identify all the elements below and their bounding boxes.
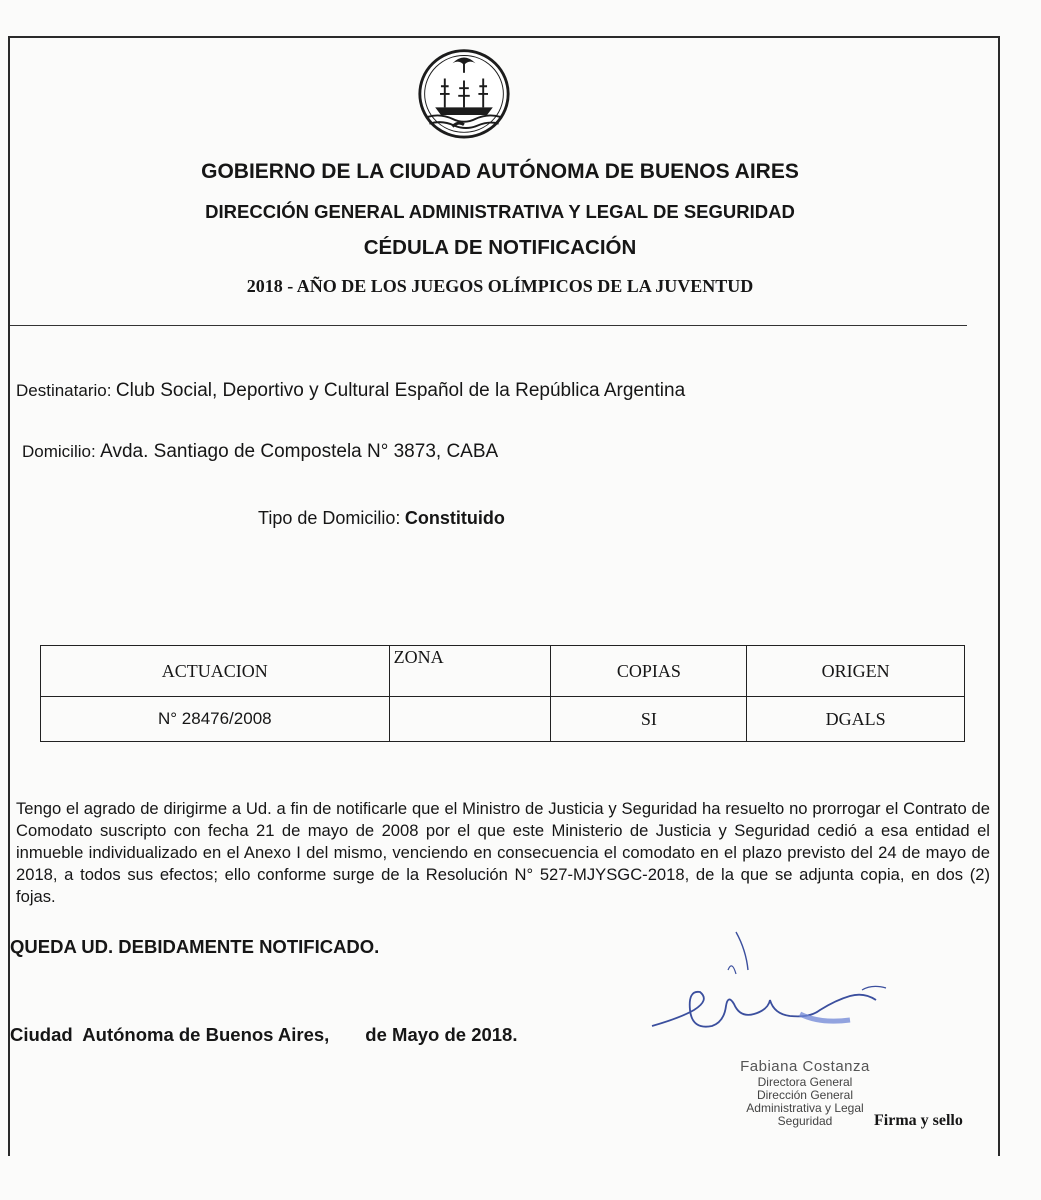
header-divider bbox=[10, 325, 967, 326]
notified-statement: QUEDA UD. DEBIDAMENTE NOTIFICADO. bbox=[10, 936, 380, 957]
directorate-title: DIRECCIÓN GENERAL ADMINISTRATIVA Y LEGAL DE SEGURIDAD bbox=[205, 201, 795, 222]
address-label: Domicilio: bbox=[22, 442, 96, 461]
cell-origen: DGALS bbox=[747, 697, 965, 742]
recipient-field bbox=[16, 380, 685, 402]
address-field bbox=[22, 441, 498, 463]
stamp-line-1: Directora General bbox=[757, 1075, 853, 1089]
address-type-value: Constituido bbox=[404, 508, 505, 528]
recipient-value: Club Social, Deportivo y Cultural Español de la República Argentina bbox=[115, 380, 686, 401]
address-type-field bbox=[258, 508, 505, 529]
address-value: Avda. Santiago de Compostela N° 3873, CABA bbox=[100, 441, 499, 462]
stamp-name: Fabiana Costanza bbox=[740, 1058, 870, 1075]
cell-actuacion: N° 28476/2008 bbox=[41, 697, 390, 742]
header-copias: COPIAS bbox=[551, 646, 747, 697]
document-type-title: CÉDULA DE NOTIFICACIÓN bbox=[363, 236, 637, 259]
year-motto: 2018 - AÑO DE LOS JUEGOS OLÍMPICOS DE LA JUVENTUD bbox=[246, 276, 754, 296]
signature-label: Firma y sello bbox=[874, 1112, 963, 1129]
cell-zona bbox=[389, 697, 551, 742]
table-header-row bbox=[41, 646, 965, 697]
notification-body: Tengo el agrado de dirigirme a Ud. a fin de notificarle que el Ministro de Justicia y Seguridad ha resuelto no prorrogar el Contrato de Comodato suscripto con fecha 21 de mayo de 2008 por el que este Ministerio de Justicia y Seguridad cedió a esa entidad el inmueble individualizado en el Anexo I del mismo, venciendo en consecuencia el comodato en el plazo previsto del 24 de mayo de 2018, a todos sus efectos; ello conforme surge de la Resolución N° 527-MJYSGC-2018, de la que se adjunta copia, en dos (2) fojas. bbox=[16, 799, 990, 906]
official-stamp bbox=[735, 1058, 875, 1128]
stamp-line-2: Dirección General bbox=[756, 1088, 854, 1102]
government-title: GOBIERNO DE LA CIUDAD AUTÓNOMA DE BUENOS AIRES bbox=[201, 160, 799, 183]
address-type-label: Tipo de Domicilio: bbox=[258, 508, 401, 528]
place-date: Ciudad Autónoma de Buenos Aires, de Mayo de 2018. bbox=[10, 1024, 518, 1045]
stamp-line-3: Administrativa y Legal bbox=[746, 1101, 864, 1115]
header-origen: ORIGEN bbox=[747, 646, 965, 697]
cell-copias: SI bbox=[551, 697, 747, 742]
header-zona: ZONA bbox=[389, 646, 551, 697]
city-seal-icon bbox=[416, 44, 512, 140]
stamp-line-4: Seguridad bbox=[777, 1114, 833, 1128]
case-table bbox=[40, 645, 965, 742]
header-actuacion: ACTUACION bbox=[41, 646, 390, 697]
recipient-label: Destinatario: bbox=[16, 381, 112, 400]
table-row bbox=[41, 697, 965, 742]
handwritten-signature bbox=[650, 930, 890, 1060]
